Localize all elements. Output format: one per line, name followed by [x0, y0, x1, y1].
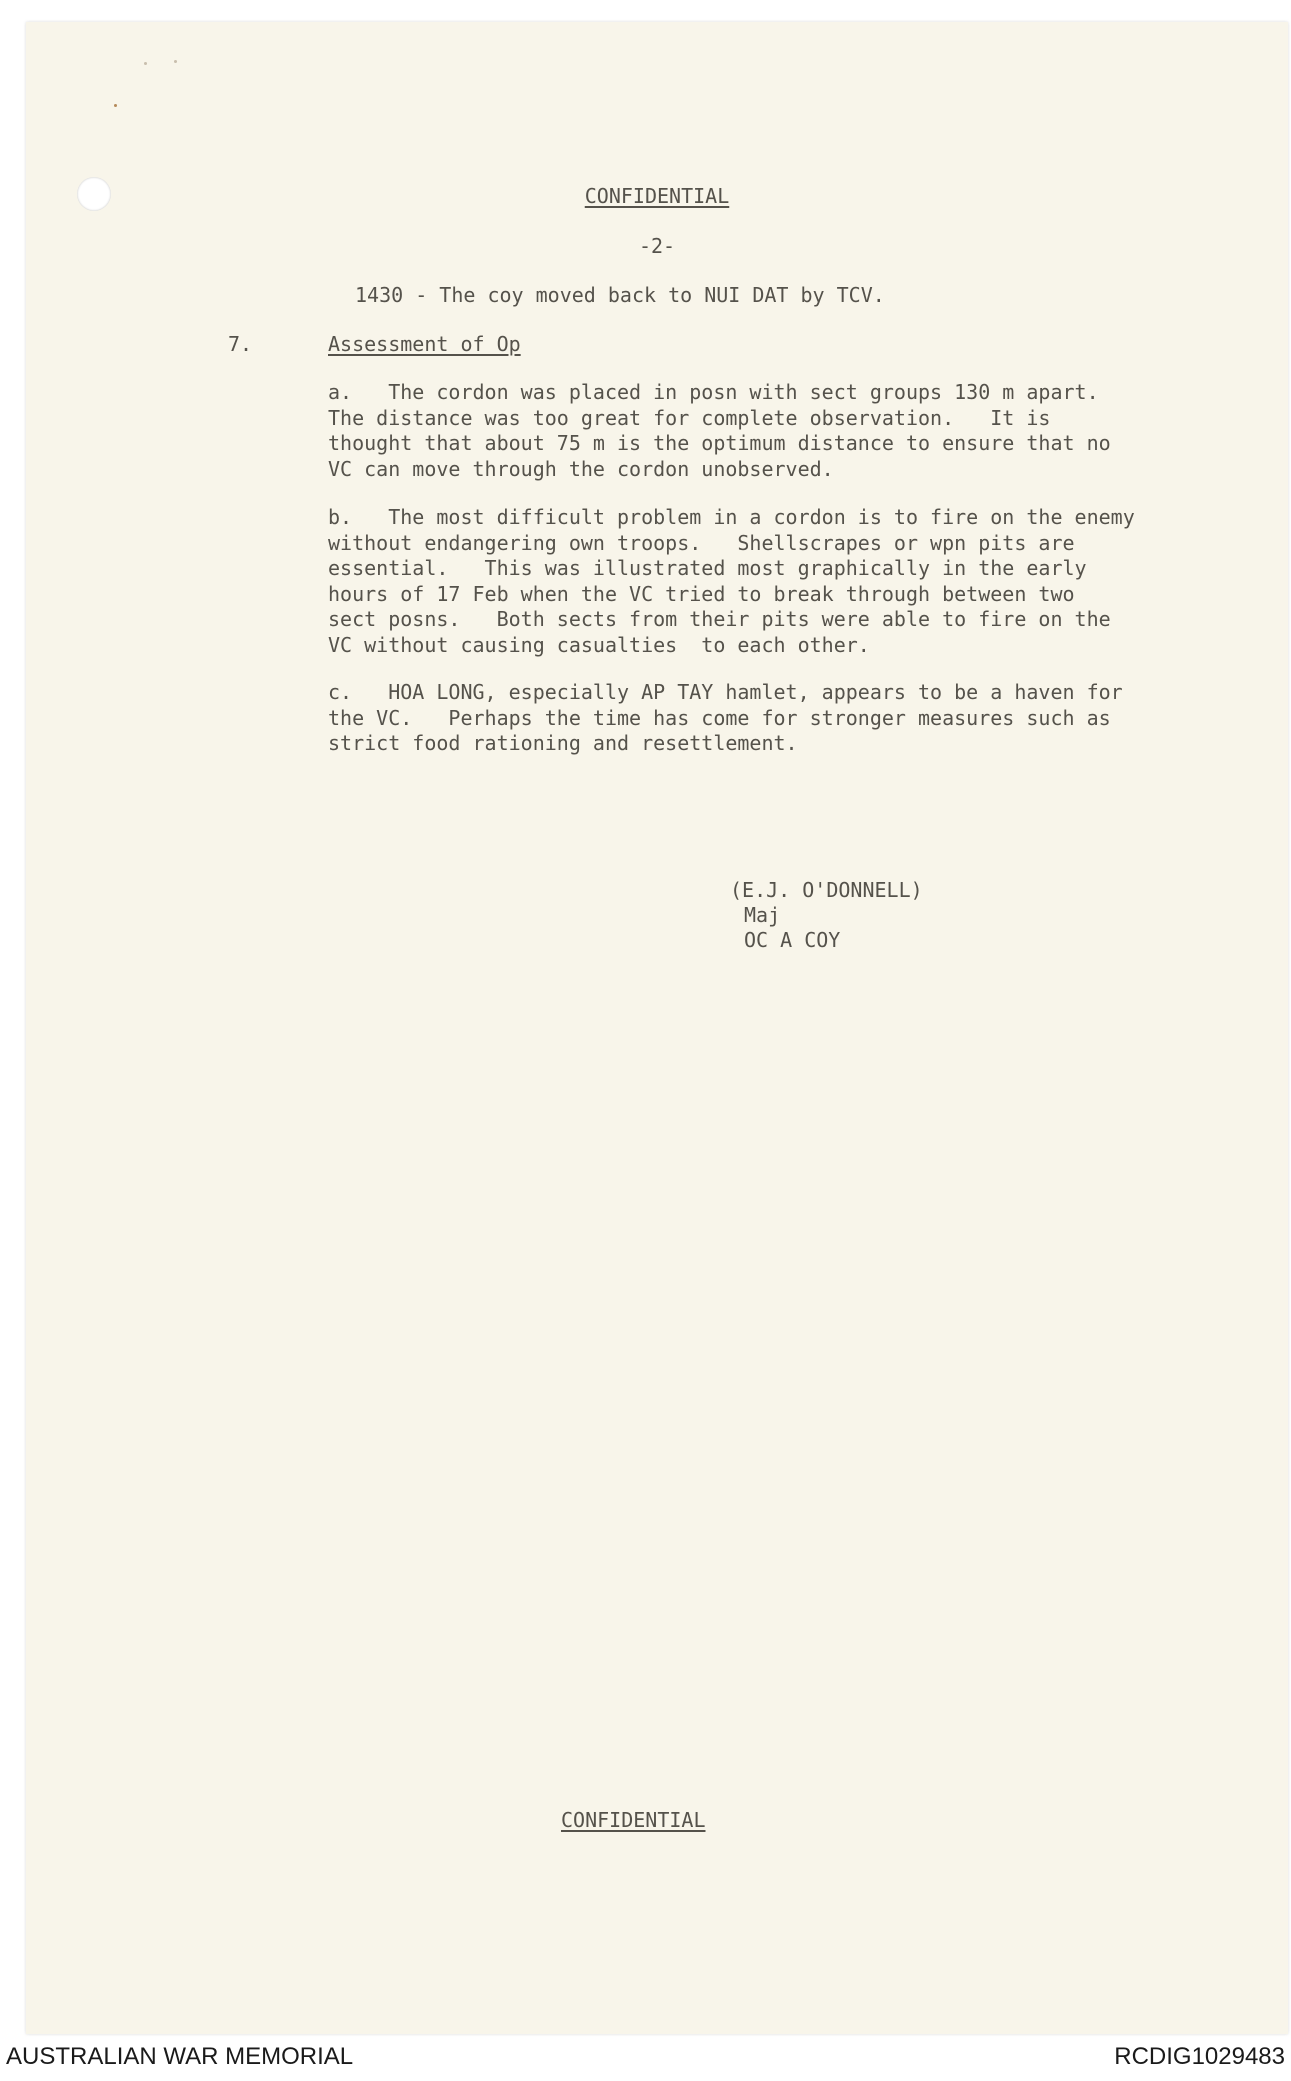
section-heading: Assessment of Op	[328, 332, 521, 356]
archive-item-id: RCDIG1029483	[1114, 2043, 1285, 2070]
paragraph-a: a. The cordon was placed in posn with sect groups 130 m apart. The distance was too great for complete observation. It is thought that about 75 m is the optimum distance to ensure that no VC can move through the cordon unobserved.	[328, 380, 1111, 481]
signature-appointment: OC A COY	[744, 928, 841, 952]
paper-speck	[174, 60, 177, 63]
entry-1430: 1430 - The coy moved back to NUI DAT by TCV.	[355, 283, 885, 307]
signature-name: (E.J. O'DONNELL)	[730, 878, 923, 902]
header-classification: CONFIDENTIAL	[584, 184, 730, 208]
paper-speck	[114, 104, 117, 107]
paragraph-b: b. The most difficult problem in a cordon is to fire on the enemy without endangering own troops. Shellscrapes or wpn pits are essential. This was illustrated most graphically in the early hours of 17 Feb when the VC tried to break through between two sect posns. Both sects from their pits were able to fire on the VC without causing casualties to each other.	[328, 505, 1135, 657]
paper-speck	[144, 62, 147, 65]
paragraph-c: c. HOA LONG, especially AP TAY hamlet, appears to be a haven for the VC. Perhaps the time has come for stronger measures such as strict food rationing and resettlement.	[328, 680, 1123, 755]
archive-institution-label: AUSTRALIAN WAR MEMORIAL	[6, 2043, 354, 2070]
footer-classification: CONFIDENTIAL	[561, 1808, 706, 1832]
section-number: 7.	[228, 332, 253, 356]
page-number: -2-	[638, 234, 676, 258]
document-page	[26, 22, 1288, 2034]
signature-rank: Maj	[744, 903, 781, 927]
